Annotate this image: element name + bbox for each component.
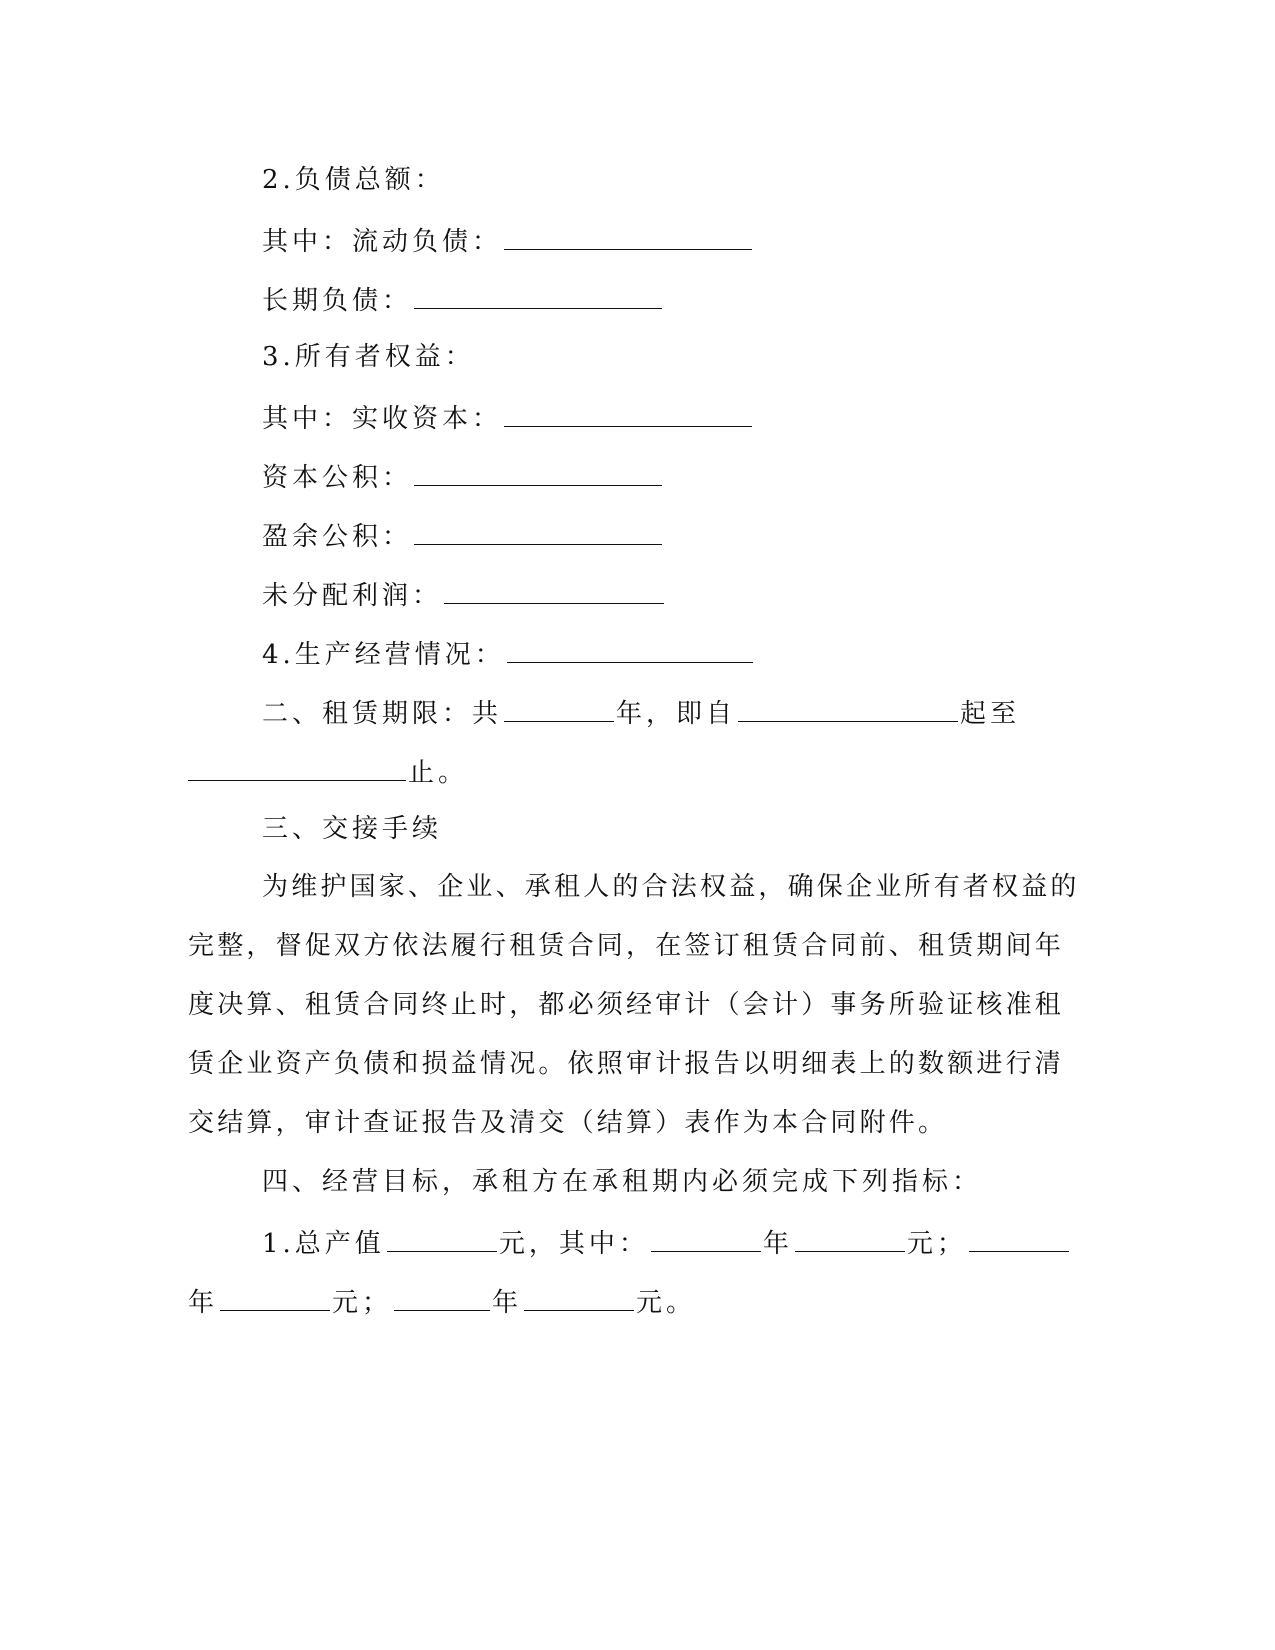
blank-field[interactable] [394,1280,490,1311]
label: 盈余公积： [262,522,413,552]
blank-field[interactable] [504,219,752,250]
total-output-continued-line [188,1280,1088,1320]
paid-in-capital-line [262,396,1162,436]
text: 2.负债总额： [262,165,445,195]
label: 未分配利润： [262,581,443,611]
blank-field[interactable] [414,278,662,309]
blank-field[interactable] [524,1280,634,1311]
paragraph-line [262,867,1162,907]
total-output-line [262,1221,1162,1261]
label: 长期负债： [262,286,413,316]
blank-field[interactable] [738,691,958,722]
blank-field[interactable] [969,1221,1069,1252]
heading-owners-equity [262,337,1162,377]
blank-field[interactable] [444,573,664,604]
text: 3.所有者权益： [262,342,475,372]
text: 完整，督促双方依法履行租赁合同，在签订租赁合同前、租赁期间年 [188,931,1065,961]
text: 年 [762,1229,793,1259]
label: 资本公积： [262,463,413,493]
text: 元。 [636,1288,697,1318]
text: 交结算，审计查证报告及清交（结算）表作为本合同附件。 [188,1108,948,1138]
blank-field[interactable] [651,1221,761,1252]
capital-reserve-line [262,455,1162,495]
blank-field[interactable] [387,1221,497,1252]
text: 赁企业资产负债和损益情况。依照审计报告以明细表上的数额进行清 [188,1049,1065,1079]
text: 四、经营目标，承租方在承租期内必须完成下列指标： [262,1167,983,1197]
text: 年，即自 [616,699,737,729]
heading-business-targets [262,1162,1162,1202]
text: 年 [188,1288,219,1318]
text: 为维护国家、企业、承租人的合法权益，确保企业所有者权益的 [262,872,1080,902]
paragraph-line [188,985,1088,1025]
label: 其中：流动负债： [262,227,503,257]
surplus-reserve-line [262,514,1162,554]
blank-field[interactable] [795,1221,905,1252]
text: 元，其中： [498,1229,649,1259]
blank-field[interactable] [507,632,753,663]
current-liabilities-line [262,219,1162,259]
blank-field[interactable] [220,1280,330,1311]
undistributed-profit-line [262,573,1162,613]
text: 元； [906,1229,967,1259]
blank-field[interactable] [414,514,662,545]
text: 年 [492,1288,523,1318]
label: 其中：实收资本： [262,404,503,434]
lease-term-end-line [188,750,1088,790]
paragraph-line [188,926,1088,966]
long-term-liabilities-line [262,278,1162,318]
text: 止。 [408,758,469,788]
text: 二、租赁期限：共 [262,699,503,729]
text: 1.总产值 [262,1229,385,1259]
text: 元； [332,1288,393,1318]
label: 4.生产经营情况： [262,640,505,670]
text: 三、交接手续 [262,814,443,844]
text: 起至 [960,699,1021,729]
paragraph-line [188,1044,1088,1084]
blank-field[interactable] [188,750,406,781]
blank-field[interactable] [504,691,614,722]
blank-field[interactable] [504,396,752,427]
lease-term-line [262,691,1162,731]
paragraph-line [188,1103,1088,1143]
blank-field[interactable] [414,455,662,486]
heading-handover [262,809,1162,849]
text: 度决算、租赁合同终止时，都必须经审计（会计）事务所验证核准租 [188,990,1065,1020]
operations-line [262,632,1162,672]
heading-total-liabilities [262,160,1162,200]
